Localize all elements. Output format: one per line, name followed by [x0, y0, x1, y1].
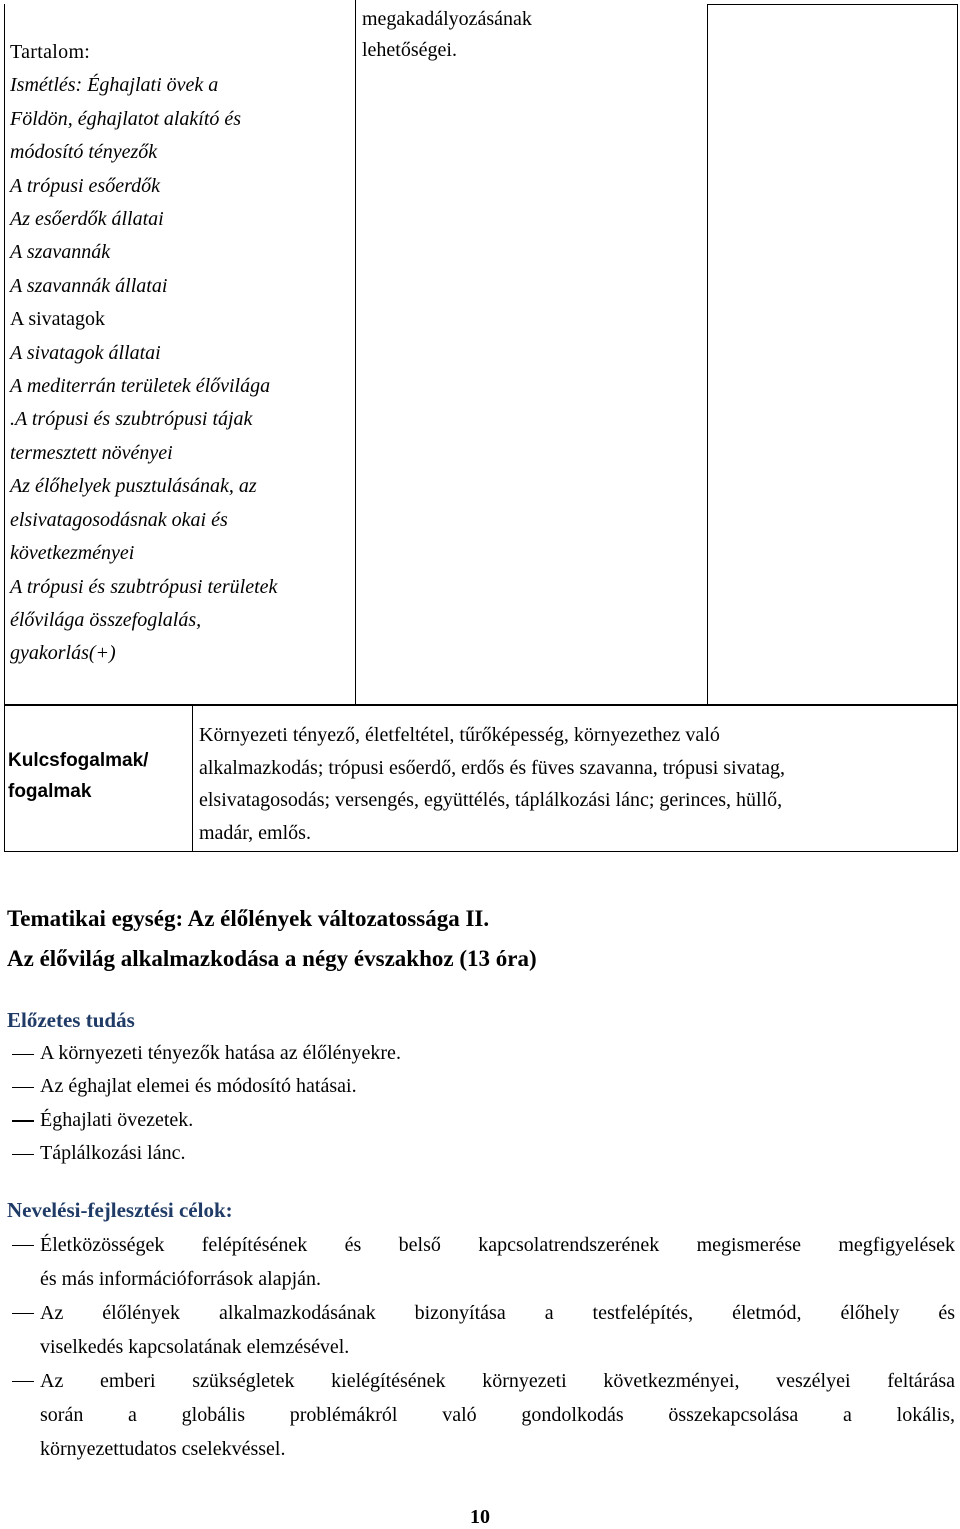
dash-bullet-icon [12, 1228, 36, 1262]
contents-line: Az élőhelyek pusztulásának, az [10, 475, 257, 498]
development-cell [362, 4, 702, 66]
unit-title-line-2: Az élővilág alkalmazkodása a négy évszakhoz (13 óra) [7, 946, 537, 971]
contents-line: A trópusi esőerdők [10, 174, 160, 197]
prior-knowledge-title: Előzetes tudás [7, 1008, 135, 1032]
list-item-text: Az éghajlat elemei és módosító hatásai. [40, 1075, 357, 1098]
dash-bullet-icon [12, 1364, 36, 1398]
list-item [10, 1104, 955, 1137]
dash-bullet-icon [12, 1037, 36, 1070]
keywords-line: madár, emlős. [199, 821, 311, 844]
list-item-line: Az élőlények alkalmazkodásának bizonyítása a testfelépítés, életmód, élőhely és [40, 1302, 955, 1324]
contents-line: A sivatagok [10, 308, 105, 331]
contents-line: .A trópusi és szubtrópusi tájak [10, 408, 253, 431]
contents-line: A sivatagok állatai [10, 341, 161, 364]
contents-line: elsivatagosodásnak okai és [10, 508, 228, 531]
contents-line: módosító tényezők [10, 141, 158, 164]
goals-list [10, 1228, 955, 1466]
contents-line: termesztett növényei [10, 441, 173, 464]
list-item [10, 1296, 955, 1364]
list-item [10, 1228, 955, 1296]
contents-line: A mediterrán területek élővilága [10, 375, 271, 398]
list-item-line: Életközösségek felépítésének és belső kapcsolatrendszerének megismerése megfigyelések [40, 1234, 955, 1256]
unit-title-line-1: Tematikai egység: Az élőlények változatossága II. [7, 906, 490, 931]
keywords-label-line: fogalmak [8, 781, 92, 802]
list-item-text: Éghajlati övezetek. [40, 1108, 194, 1131]
dash-bullet-icon [12, 1070, 36, 1103]
dash-bullet-icon [12, 1104, 36, 1137]
list-item-line: és más információforrások alapján. [40, 1268, 322, 1290]
page-number: 10 [470, 1506, 490, 1528]
contents-line: következményei [10, 542, 135, 565]
list-item [10, 1364, 955, 1466]
list-item-line: környezettudatos cselekvéssel. [40, 1438, 286, 1460]
table-divider-1 [355, 0, 356, 706]
contents-heading: Tartalom: [10, 41, 91, 63]
dash-bullet-icon [12, 1296, 36, 1330]
list-item [10, 1070, 955, 1103]
keywords-label [8, 745, 188, 807]
list-item [10, 1037, 955, 1070]
table-top-border-right [707, 4, 958, 5]
keywords-line: elsivatagosodás; versengés, együttélés, táplálkozási lánc; gerinces, hüllő, [199, 789, 783, 811]
contents-line: A szavannák [10, 241, 111, 264]
contents-line: Ismétlés: Éghajlati övek a [10, 74, 219, 97]
list-item-text: Táplálkozási lánc. [40, 1142, 186, 1165]
keywords-line: Környezeti tényező, életfeltétel, tűrőképesség, környezethez való [199, 724, 720, 746]
dash-bullet-icon [12, 1137, 36, 1170]
goals-title: Nevelési-fejlesztési célok: [7, 1198, 233, 1222]
list-item-line: Az emberi szükségletek kielégítésének környezeti következményei, veszélyei feltárása [40, 1370, 955, 1392]
contents-line: élővilága összefoglalás, [10, 608, 202, 631]
contents-line: A szavannák állatai [10, 274, 168, 297]
keywords-divider [192, 704, 193, 852]
contents-cell [10, 36, 350, 671]
development-line: lehetőségei. [362, 39, 457, 61]
development-line: megakadályozásának [362, 8, 532, 30]
keywords-label-line: Kulcsfogalmak/ [8, 750, 149, 771]
contents-line: gyakorlás(+) [10, 642, 116, 665]
list-item-text: A környezeti tényezők hatása az élőlényekre. [40, 1042, 401, 1064]
list-item-line: viselkedés kapcsolatának elemzésével. [40, 1336, 350, 1358]
list-item-line: során a globális problémákról való gondolkodás összekapcsolása a lokális, [40, 1404, 955, 1426]
contents-line: Az esőerdők állatai [10, 208, 164, 231]
keywords-text [199, 719, 951, 849]
keywords-line: alkalmazkodás; trópusi esőerdő, erdős és füves szavanna, trópusi sivatag, [199, 756, 785, 779]
contents-line: A trópusi és szubtrópusi területek [10, 575, 278, 598]
contents-line: Földön, éghajlatot alakító és [10, 107, 242, 130]
prior-knowledge-list [10, 1037, 955, 1171]
list-item [10, 1137, 955, 1170]
table-divider-2 [707, 4, 708, 706]
